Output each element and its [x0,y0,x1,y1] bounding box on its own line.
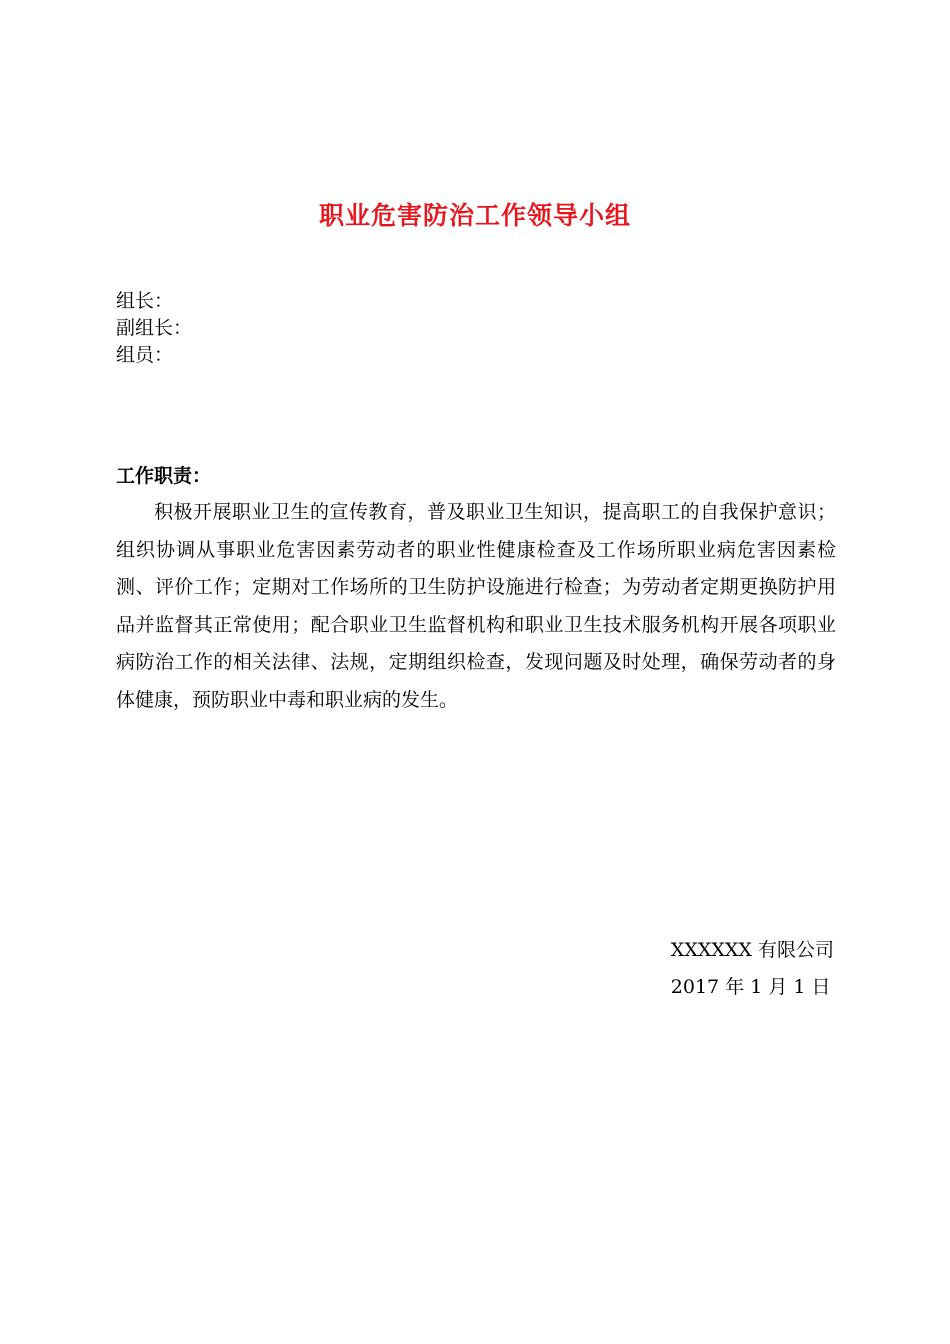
member-label: 组员： [116,344,174,366]
duties-paragraph: 积极开展职业卫生的宣传教育，普及职业卫生知识，提高职工的自我保护意识；组织协调从事职业危害因素劳动者的职业性健康检查及工作场所职业病危害因素检测、评价工作；定期对工作场所的卫生防护设施进行检查；为劳动者定期更换防护用品并监督其正常使用；配合职业卫生监督机构和职业卫生技术服务机构开展各项职业病防治工作的相关法律、法规，定期组织检查，发现问题及时处理，确保劳动者的身体健康，预防职业中毒和职业病的发生。 [116,501,836,711]
leader-label: 组长： [116,290,174,312]
signature-block [671,932,834,1006]
company-name: XXXXXX 有限公司 [670,939,834,961]
members-section [116,288,192,369]
signature-date: 2017 年 1 月 1 日 [670,976,831,998]
duties-heading: 工作职责： [116,465,212,487]
document-title: 职业危害防治工作领导小组 [318,201,631,230]
deputy-leader-label: 副组长： [116,317,193,339]
